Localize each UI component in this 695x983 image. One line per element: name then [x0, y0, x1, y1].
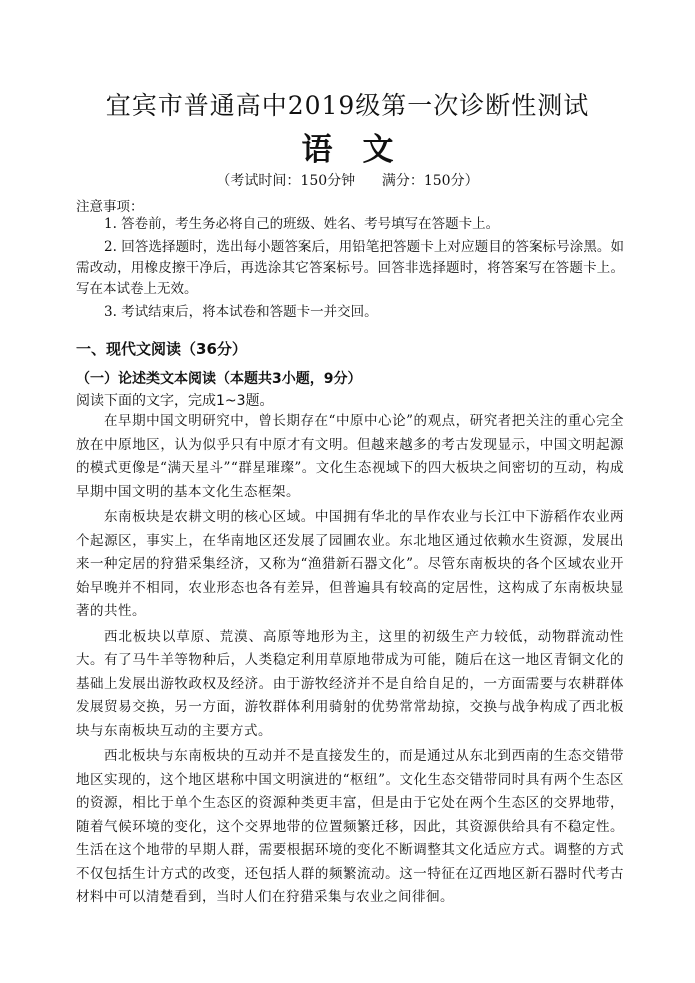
- section-heading: 一、现代文阅读（36分）: [76, 340, 247, 358]
- passage-paragraph: 在早期中国文明研究中，曾长期存在“中原中心论”的观点，研究者把关注的重心完全放在中原地区，认为似乎只有中原才有文明。但越来越多的考古发现显示，中国文明起源的模式更像是“满天星斗”“群星璀璨”。文化生态视域下的四大板块之间密切的互动，构成早期中国文明的基本文化生态框架。: [76, 413, 624, 500]
- subsection-heading: （一）论述类文本阅读（本题共3小题，9分）: [76, 371, 362, 387]
- note-item: 3. 考试结束后，将本试卷和答题卡一并交回。: [104, 304, 378, 320]
- notes-heading: 注意事项：: [76, 199, 144, 215]
- note-item: 2. 回答选择题时，选出每小题答案后，用铅笔把答题卡上对应题目的答案标号涂黑。如需改动，用橡皮擦干净后，再选涂其它答案标号。回答非选择题时，将答案写在答题卡上。写在本试卷上无效。: [76, 239, 624, 297]
- passage-paragraph: 西北板块以草原、荒漠、高原等地形为主，这里的初级生产力较低，动物群流动性大。有了马牛羊等物种后，人类稳定利用草原地带成为可能，随后在这一地区青铜文化的基础上发展出游牧政权及经济。由于游牧经济并不是自给自足的，一方面需要与农耕群体发展贸易交换，另一方面，游牧群体利用骑射的优势常常劫掠，交换与战争构成了西北板块与东南板块互动的主要方式。: [76, 628, 624, 739]
- passage-paragraph: 西北板块与东南板块的互动并不是直接发生的，而是通过从东北到西南的生态交错带地区实现的，这个地区堪称中国文明演进的“枢纽”。文化生态交错带同时具有两个生态区的资源，相比于单个生态区的资源种类更丰富，但是由于它处在两个生态区的交界地带，随着气候环境的变化，这个交界地带的位置频繁迁移，因此，其资源供给具有不稳定性。生活在这个地带的早期人群，需要根据环境的变化不断调整其文化适应方式。调整的方式不仅包括生计方式的改变，还包括人群的频繁流动。这一特征在辽西地区新石器时代考古材料中可以清楚看到，当时人们在狩猎采集与农业之间徘徊。: [76, 748, 624, 905]
- reading-passage: [76, 410, 624, 912]
- subject-title: 语文: [301, 132, 424, 168]
- passage-paragraph: 东南板块是农耕文明的核心区域。中国拥有华北的旱作农业与长江中下游稻作农业两个起源区，事实上，在华南地区还发展了园圃农业。东北地区通过依赖水生资源，发展出来一种定居的狩猎采集经济，又称为“渔猎新石器文化”。尽管东南板块的各个区域农业开始早晚并不相同，农业形态也各有差异，但普遍具有较高的定居性，这构成了东南板块显著的共性。: [76, 509, 624, 619]
- exam-title: 宜宾市普通高中2019级第一次诊断性测试: [105, 91, 590, 120]
- exam-info: （考试时间：150分钟 满分：150分）: [216, 173, 479, 189]
- note-item: 1. 答卷前，考生务必将自己的班级、姓名、考号填写在答题卡上。: [104, 216, 500, 232]
- notes-list: [76, 214, 624, 325]
- reading-instruction: 阅读下面的文字，完成1~3题。: [76, 393, 274, 409]
